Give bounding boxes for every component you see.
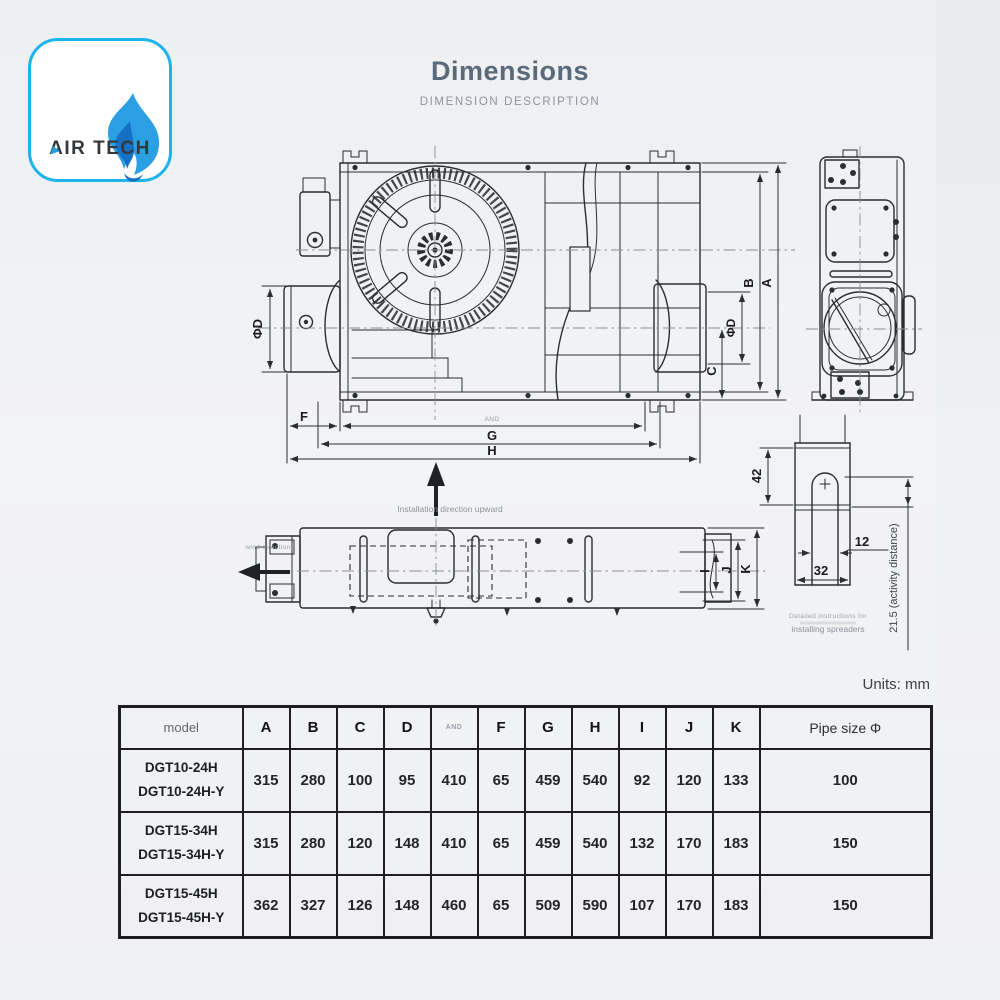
model-name: DGT15-45H xyxy=(144,886,218,902)
install-direction-arrow-icon xyxy=(427,462,445,486)
front-view xyxy=(258,146,795,420)
bracket-note-line1: Detailed instructions for xyxy=(789,613,867,620)
table-cell: 459 xyxy=(525,812,572,875)
table-cell: 590 xyxy=(572,875,619,938)
model-name: DGT15-45H-Y xyxy=(138,909,225,925)
table-cell: 540 xyxy=(572,812,619,875)
brand-name: AIR TECH xyxy=(49,138,151,159)
page-title: Dimensions xyxy=(430,56,590,86)
model-cell xyxy=(120,875,243,938)
table-cell: 133 xyxy=(713,749,760,812)
table-row xyxy=(120,875,932,938)
table-cell: 120 xyxy=(337,812,384,875)
model-name: DGT10-24H-Y xyxy=(138,784,225,799)
table-header-row xyxy=(120,707,932,749)
header-and: AND xyxy=(431,707,478,749)
header-b: B xyxy=(290,707,337,749)
table-cell: 460 xyxy=(431,875,478,938)
table-cell: 183 xyxy=(713,875,760,938)
table-cell: 150 xyxy=(760,875,932,938)
table-cell: 65 xyxy=(478,812,525,875)
header-model: model xyxy=(120,707,243,749)
table-cell: 65 xyxy=(478,875,525,938)
table-cell: 148 xyxy=(384,812,431,875)
model-name: DGT10-24H xyxy=(144,760,218,776)
dim-label-32: 32 xyxy=(813,563,829,578)
dim-label-12: 12 xyxy=(854,534,870,549)
dim-label-and: AND xyxy=(484,416,500,423)
wind-direction-note: wind direction xyxy=(245,544,291,551)
table-cell: 150 xyxy=(760,812,932,875)
header-h: H xyxy=(572,707,619,749)
bracket-note-line2: installing spreaders xyxy=(791,624,865,634)
dim-label-phi-d-right: ΦD xyxy=(724,318,738,338)
table-cell: 459 xyxy=(525,749,572,812)
header-f: F xyxy=(478,707,525,749)
table-row xyxy=(120,812,932,875)
table-cell: 509 xyxy=(525,875,572,938)
install-direction-note: Installation direction upward xyxy=(397,504,503,514)
table-cell: 132 xyxy=(619,812,666,875)
model-cell xyxy=(120,812,243,875)
table-cell: 92 xyxy=(619,749,666,812)
header-k: K xyxy=(713,707,760,749)
header-d: D xyxy=(384,707,431,749)
wind-direction-arrow-icon xyxy=(238,563,260,581)
model-name: DGT15-34H xyxy=(144,823,218,839)
units-label: Units: mm xyxy=(862,676,930,693)
dim-label-a: A xyxy=(759,278,774,288)
dim-label-h: H xyxy=(487,443,497,458)
model-cell xyxy=(120,749,243,812)
table-row xyxy=(120,749,932,812)
dim-label-g: G xyxy=(486,428,498,443)
dim-label-f: F xyxy=(300,409,308,424)
table-cell: 540 xyxy=(572,749,619,812)
side-view xyxy=(806,146,922,412)
table-cell: 100 xyxy=(760,749,932,812)
table-cell: 315 xyxy=(243,749,290,812)
header-j: J xyxy=(666,707,713,749)
table-cell: 280 xyxy=(290,749,337,812)
table-cell: 410 xyxy=(431,749,478,812)
header-g: G xyxy=(525,707,572,749)
dim-label-j: J xyxy=(719,566,734,574)
dim-label-i: I xyxy=(697,569,712,573)
dimension-table xyxy=(118,705,933,939)
table-cell: 95 xyxy=(384,749,431,812)
header-i: I xyxy=(619,707,666,749)
table-cell: 170 xyxy=(666,812,713,875)
dim-label-b: B xyxy=(741,278,756,288)
table-cell: 100 xyxy=(337,749,384,812)
header-pipe-size: Pipe size Φ xyxy=(760,707,932,749)
table-cell: 362 xyxy=(243,875,290,938)
bracket-detail xyxy=(749,415,913,650)
header-c: C xyxy=(337,707,384,749)
table-cell: 315 xyxy=(243,812,290,875)
dim-label-phi-d-left: ΦD xyxy=(250,318,265,340)
page-subtitle: DIMENSION DESCRIPTION xyxy=(419,96,601,108)
dim-label-k: K xyxy=(738,564,753,574)
dim-label-c: C xyxy=(704,366,719,376)
table-cell: 107 xyxy=(619,875,666,938)
table-cell: 120 xyxy=(666,749,713,812)
table-cell: 327 xyxy=(290,875,337,938)
bottom-view xyxy=(238,462,768,626)
table-cell: 126 xyxy=(337,875,384,938)
model-name: DGT15-34H-Y xyxy=(138,847,225,862)
table-cell: 410 xyxy=(431,812,478,875)
table-cell: 280 xyxy=(290,812,337,875)
table-cell: 183 xyxy=(713,812,760,875)
header-a: A xyxy=(243,707,290,749)
table-cell: 148 xyxy=(384,875,431,938)
table-cell: 170 xyxy=(666,875,713,938)
dim-label-42: 42 xyxy=(749,468,764,484)
table-cell: 65 xyxy=(478,749,525,812)
activity-distance-label: 21.5 (activity distance) xyxy=(888,523,900,633)
